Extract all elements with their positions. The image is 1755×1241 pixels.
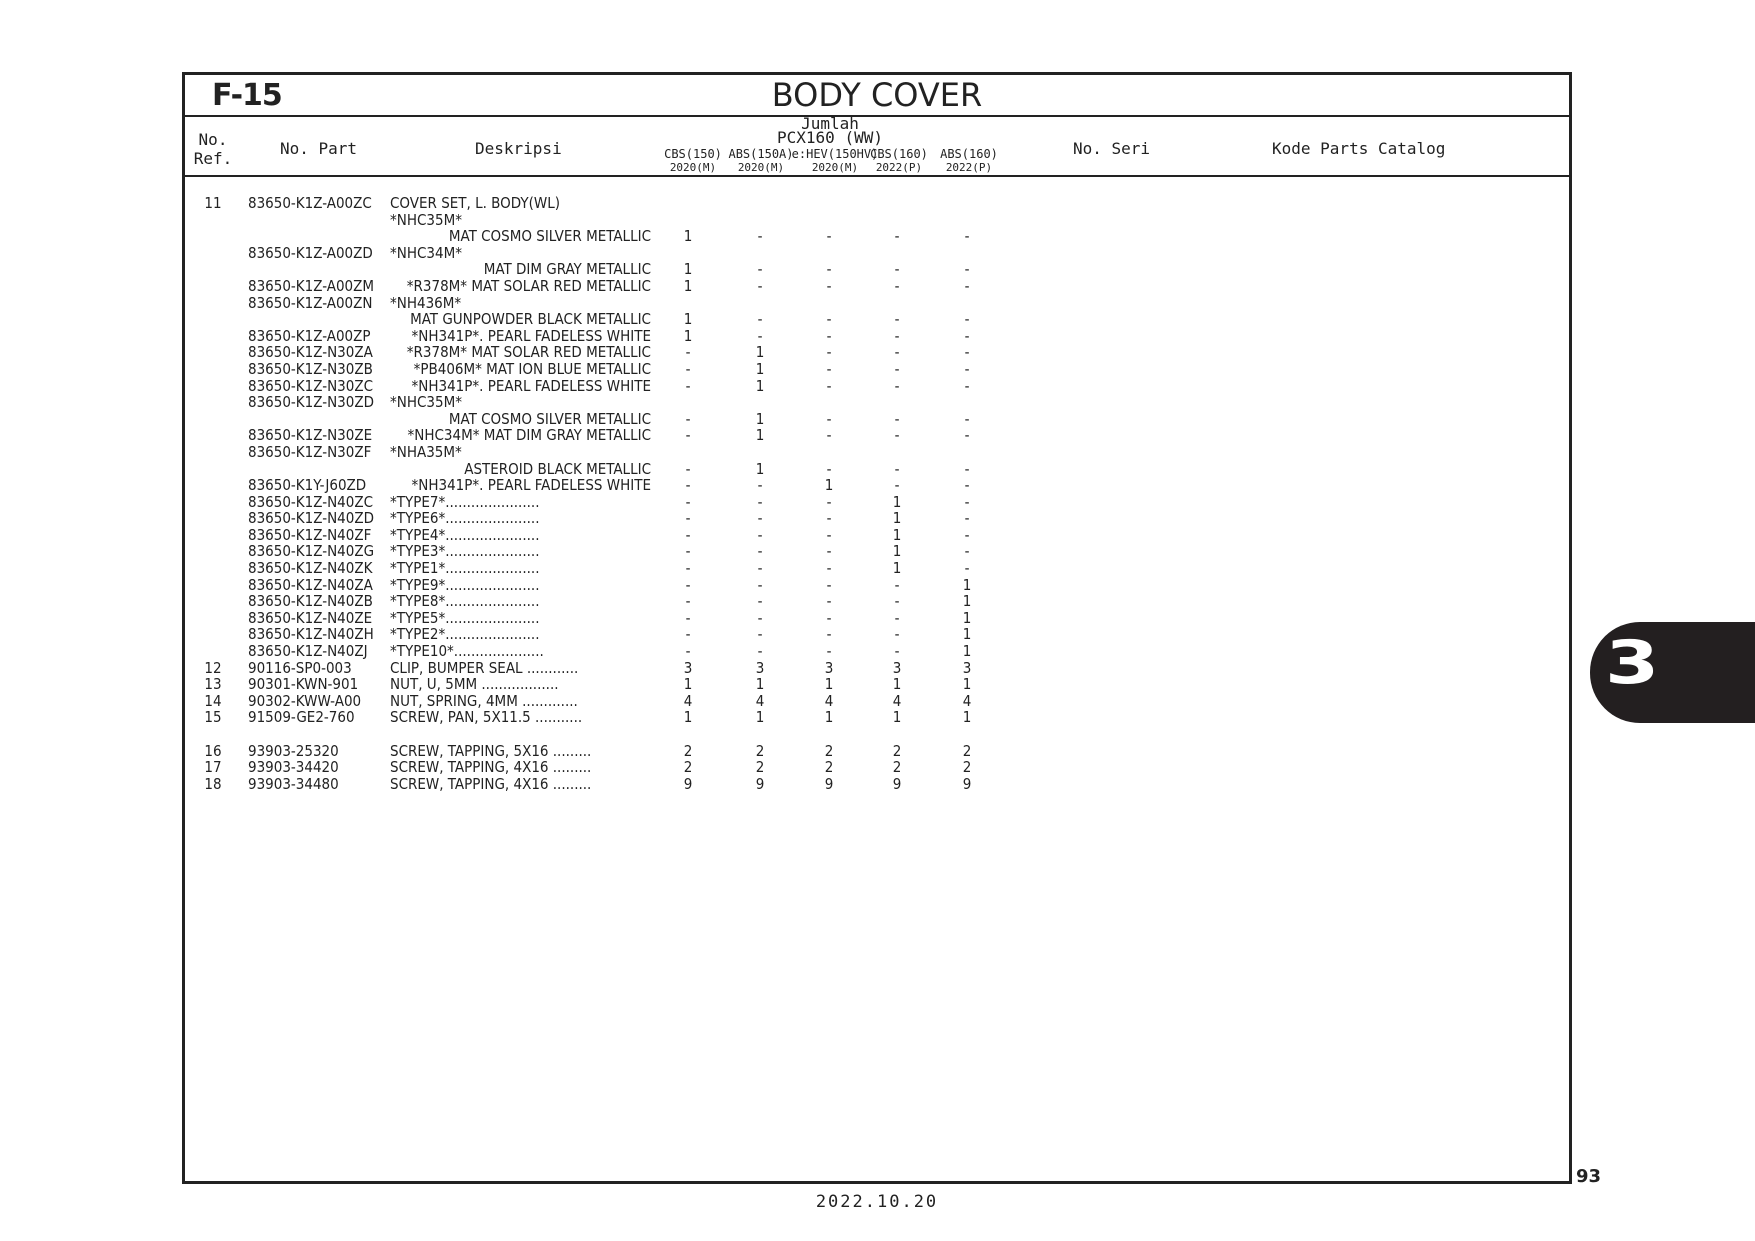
quantity-cell: - xyxy=(826,343,832,362)
part-number: 83650-K1Z-N40ZK xyxy=(248,559,373,578)
quantity-cell: 3 xyxy=(683,658,693,677)
quantity-cell: - xyxy=(894,376,900,395)
table-row xyxy=(0,676,1755,693)
quantity-cell: 1 xyxy=(962,642,972,661)
quantity-cell: - xyxy=(894,642,900,661)
ref-number: 18 xyxy=(204,774,222,793)
table-row xyxy=(0,759,1755,776)
quantity-cell: 1 xyxy=(824,708,834,727)
quantity-cell: - xyxy=(685,542,691,561)
quantity-cell: - xyxy=(894,359,900,378)
quantity-cell: - xyxy=(757,625,763,644)
header-serial-number: No. Seri xyxy=(1073,139,1151,158)
part-number: 83650-K1Z-N30ZD xyxy=(248,393,374,412)
quantity-cell: 2 xyxy=(683,741,693,760)
variant-name: ABS(150A) xyxy=(728,147,794,161)
quantity-cell: 1 xyxy=(683,708,693,727)
part-number: 83650-K1Z-N40ZE xyxy=(248,608,373,627)
variant-year: 2020(M) xyxy=(811,161,859,174)
part-number: 83650-K1Z-N30ZB xyxy=(248,359,373,378)
header-part-number: No. Part xyxy=(280,139,358,158)
quantity-cell: - xyxy=(685,376,691,395)
description: *TYPE1*...................... xyxy=(390,559,540,578)
part-number: 83650-K1Z-N40ZF xyxy=(248,525,372,544)
quantity-cell: 1 xyxy=(824,476,834,495)
quantity-cell: 2 xyxy=(962,741,972,760)
header-divider xyxy=(182,175,1572,177)
header-ref xyxy=(182,130,244,168)
quantity-cell: 2 xyxy=(892,741,902,760)
table-row xyxy=(0,427,1755,444)
description: *NHA35M* xyxy=(390,442,462,461)
quantity-cell: - xyxy=(964,343,970,362)
quantity-cell: - xyxy=(685,476,691,495)
quantity-cell: - xyxy=(964,409,970,428)
part-number: 93903-25320 xyxy=(248,741,339,760)
part-number: 83650-K1Y-J60ZD xyxy=(248,476,367,495)
ref-number: 12 xyxy=(204,658,222,677)
quantity-cell: - xyxy=(685,492,691,511)
table-row xyxy=(0,195,1755,212)
description: SCREW, TAPPING, 4X16 ......... xyxy=(390,758,592,777)
table-row xyxy=(0,726,1755,743)
quantity-cell: - xyxy=(826,559,832,578)
table-row xyxy=(0,593,1755,610)
quantity-cell: - xyxy=(826,592,832,611)
quantity-cell: - xyxy=(685,559,691,578)
quantity-cell: 1 xyxy=(824,675,834,694)
quantity-cell: - xyxy=(964,542,970,561)
part-number: 90301-KWN-901 xyxy=(248,675,359,694)
table-row xyxy=(0,228,1755,245)
quantity-cell: - xyxy=(894,592,900,611)
part-number: 83650-K1Z-N40ZD xyxy=(248,509,374,528)
table-row xyxy=(0,527,1755,544)
part-number: 90116-SP0-003 xyxy=(248,658,352,677)
table-row xyxy=(0,261,1755,278)
quantity-cell: - xyxy=(964,260,970,279)
quantity-cell: - xyxy=(685,625,691,644)
part-number: 83650-K1Z-N40ZA xyxy=(248,575,373,594)
quantity-cell: 1 xyxy=(892,675,902,694)
quantity-cell: - xyxy=(757,642,763,661)
description: NUT, U, 5MM .................. xyxy=(390,675,559,694)
table-row xyxy=(0,643,1755,660)
part-number: 83650-K1Z-N30ZA xyxy=(248,343,373,362)
quantity-cell: 3 xyxy=(962,658,972,677)
table-row xyxy=(0,344,1755,361)
quantity-cell: 4 xyxy=(962,691,972,710)
quantity-cell: - xyxy=(757,608,763,627)
quantity-cell: - xyxy=(757,227,763,246)
quantity-cell: - xyxy=(826,426,832,445)
description: SCREW, TAPPING, 4X16 ......... xyxy=(390,774,592,793)
quantity-cell: - xyxy=(894,476,900,495)
description: *TYPE2*...................... xyxy=(390,625,540,644)
quantity-cell: - xyxy=(894,459,900,478)
table-row xyxy=(0,577,1755,594)
description: *NH436M* xyxy=(390,293,462,312)
description: *R378M* MAT SOLAR RED METALLIC xyxy=(406,343,651,362)
part-number: 83650-K1Z-N30ZC xyxy=(248,376,374,395)
quantity-cell: 1 xyxy=(892,542,902,561)
quantity-cell: 2 xyxy=(824,758,834,777)
part-number: 83650-K1Z-A00ZC xyxy=(248,194,372,212)
quantity-cell: 1 xyxy=(755,426,765,445)
quantity-cell: - xyxy=(757,559,763,578)
quantity-cell: - xyxy=(685,359,691,378)
quantity-cell: 9 xyxy=(892,774,902,793)
description: ASTEROID BLACK METALLIC xyxy=(464,459,651,478)
quantity-cell: - xyxy=(826,459,832,478)
quantity-cell: - xyxy=(826,642,832,661)
part-number: 83650-K1Z-A00ZN xyxy=(248,293,373,312)
quantity-cell: 9 xyxy=(962,774,972,793)
quantity-cell: - xyxy=(757,276,763,295)
table-row xyxy=(0,411,1755,428)
quantity-cell: 1 xyxy=(755,343,765,362)
ref-number: 16 xyxy=(204,741,222,760)
quantity-cell: - xyxy=(964,525,970,544)
quantity-cell: - xyxy=(826,509,832,528)
quantity-cell: - xyxy=(757,592,763,611)
page-title: BODY COVER xyxy=(771,76,983,114)
quantity-cell: - xyxy=(964,359,970,378)
description: *TYPE7*...................... xyxy=(390,492,540,511)
quantity-cell: - xyxy=(826,608,832,627)
section-tab-number: 3 xyxy=(1605,628,1660,698)
quantity-cell: - xyxy=(894,227,900,246)
description: SCREW, TAPPING, 5X16 ......... xyxy=(390,741,592,760)
quantity-cell: - xyxy=(826,542,832,561)
quantity-cell: 4 xyxy=(892,691,902,710)
quantity-cell: - xyxy=(826,310,832,329)
quantity-cell: - xyxy=(757,476,763,495)
description: MAT GUNPOWDER BLACK METALLIC xyxy=(410,310,651,329)
quantity-cell: - xyxy=(757,525,763,544)
header-variant-1 xyxy=(658,148,728,174)
table-row xyxy=(0,245,1755,262)
header-variant-5 xyxy=(934,148,1004,174)
description: CLIP, BUMPER SEAL ............ xyxy=(390,658,579,677)
header-model: PCX160 (WW) xyxy=(777,128,883,147)
description: *TYPE6*...................... xyxy=(390,509,540,528)
part-number: 83650-K1Z-N40ZJ xyxy=(248,642,368,661)
description: *TYPE8*...................... xyxy=(390,592,540,611)
quantity-cell: - xyxy=(685,592,691,611)
quantity-cell: 3 xyxy=(755,658,765,677)
description: *PB406M* MAT ION BLUE METALLIC xyxy=(413,359,651,378)
quantity-cell: - xyxy=(964,426,970,445)
quantity-cell: 4 xyxy=(683,691,693,710)
quantity-cell: 1 xyxy=(683,260,693,279)
quantity-cell: 1 xyxy=(683,310,693,329)
header-variant-4 xyxy=(864,148,934,174)
table-row xyxy=(0,394,1755,411)
footer-date: 2022.10.20 xyxy=(815,1192,939,1212)
quantity-cell: - xyxy=(964,376,970,395)
quantity-cell: - xyxy=(964,276,970,295)
part-number: 83650-K1Z-N30ZE xyxy=(248,426,373,445)
quantity-cell: - xyxy=(894,326,900,345)
quantity-cell: 1 xyxy=(892,525,902,544)
quantity-cell: - xyxy=(757,575,763,594)
description: NUT, SPRING, 4MM ............. xyxy=(390,691,578,710)
header-ref-line1: No. xyxy=(198,130,228,149)
table-row xyxy=(0,311,1755,328)
part-number: 93903-34480 xyxy=(248,774,339,793)
description: *TYPE3*...................... xyxy=(390,542,540,561)
quantity-cell: 1 xyxy=(755,376,765,395)
description: *NH341P*. PEARL FADELESS WHITE xyxy=(411,376,651,395)
description: SCREW, PAN, 5X11.5 ........... xyxy=(390,708,583,727)
description: *NH341P*. PEARL FADELESS WHITE xyxy=(411,326,651,345)
quantity-cell: - xyxy=(826,359,832,378)
table-row xyxy=(0,660,1755,677)
variant-year: 2020(M) xyxy=(669,161,717,174)
variant-year: 2022(P) xyxy=(945,161,993,174)
description: MAT COSMO SILVER METALLIC xyxy=(448,227,651,246)
table-row xyxy=(0,295,1755,312)
quantity-cell: 1 xyxy=(755,459,765,478)
description: *R378M* MAT SOLAR RED METALLIC xyxy=(406,276,651,295)
description: *TYPE4*...................... xyxy=(390,525,540,544)
variant-year: 2022(P) xyxy=(875,161,923,174)
quantity-cell: - xyxy=(685,409,691,428)
quantity-cell: - xyxy=(894,260,900,279)
part-number: 90302-KWW-A00 xyxy=(248,691,362,710)
quantity-cell: - xyxy=(894,409,900,428)
quantity-cell: - xyxy=(757,310,763,329)
description: *NHC35M* xyxy=(390,393,462,412)
description: *TYPE5*...................... xyxy=(390,608,540,627)
quantity-cell: - xyxy=(894,625,900,644)
quantity-cell: - xyxy=(826,525,832,544)
table-row xyxy=(0,361,1755,378)
quantity-cell: - xyxy=(826,276,832,295)
quantity-cell: - xyxy=(826,409,832,428)
variant-name: CBS(150) xyxy=(664,147,722,161)
quantity-cell: - xyxy=(964,326,970,345)
quantity-cell: 1 xyxy=(962,625,972,644)
quantity-cell: - xyxy=(685,642,691,661)
table-row xyxy=(0,212,1755,229)
quantity-cell: 2 xyxy=(892,758,902,777)
quantity-cell: 3 xyxy=(892,658,902,677)
table-row xyxy=(0,709,1755,726)
quantity-cell: - xyxy=(826,575,832,594)
quantity-cell: - xyxy=(894,276,900,295)
table-row xyxy=(0,560,1755,577)
quantity-cell: - xyxy=(685,426,691,445)
table-row xyxy=(0,278,1755,295)
table-row xyxy=(0,693,1755,710)
ref-number: 13 xyxy=(204,675,222,694)
quantity-cell: - xyxy=(685,525,691,544)
quantity-cell: - xyxy=(894,608,900,627)
table-row xyxy=(0,378,1755,395)
part-number: 83650-K1Z-N40ZC xyxy=(248,492,374,511)
quantity-cell: - xyxy=(826,625,832,644)
quantity-cell: 2 xyxy=(962,758,972,777)
quantity-cell: 1 xyxy=(683,326,693,345)
table-row xyxy=(0,494,1755,511)
quantity-cell: 9 xyxy=(755,774,765,793)
part-number: 93903-34420 xyxy=(248,758,339,777)
quantity-cell: 9 xyxy=(683,774,693,793)
quantity-cell: 1 xyxy=(683,276,693,295)
header-description: Deskripsi xyxy=(475,139,562,158)
quantity-cell: 1 xyxy=(755,708,765,727)
ref-number: 15 xyxy=(204,708,222,727)
quantity-cell: - xyxy=(826,376,832,395)
section-code: F-15 xyxy=(212,78,282,113)
description: *NHC35M* xyxy=(390,210,462,229)
quantity-cell: 1 xyxy=(892,708,902,727)
quantity-cell: - xyxy=(685,575,691,594)
quantity-cell: 2 xyxy=(755,741,765,760)
quantity-cell: - xyxy=(964,476,970,495)
part-number: 83650-K1Z-A00ZP xyxy=(248,326,371,345)
quantity-cell: - xyxy=(685,459,691,478)
quantity-cell: 1 xyxy=(755,409,765,428)
table-row xyxy=(0,461,1755,478)
quantity-cell: - xyxy=(894,343,900,362)
page-number: 93 xyxy=(1576,1166,1602,1187)
quantity-cell: 1 xyxy=(683,675,693,694)
part-number: 91509-GE2-760 xyxy=(248,708,355,727)
part-number: 83650-K1Z-A00ZD xyxy=(248,243,373,262)
ref-number: 11 xyxy=(204,194,222,212)
header-catalog-code: Kode Parts Catalog xyxy=(1272,139,1446,158)
quantity-cell: 2 xyxy=(755,758,765,777)
table-row xyxy=(0,743,1755,760)
header-ref-line2: Ref. xyxy=(193,149,233,168)
quantity-cell: - xyxy=(757,542,763,561)
quantity-cell: 1 xyxy=(892,559,902,578)
quantity-cell: 3 xyxy=(824,658,834,677)
quantity-cell: - xyxy=(826,492,832,511)
table-row xyxy=(0,444,1755,461)
part-number: 83650-K1Z-N40ZB xyxy=(248,592,373,611)
part-number: 83650-K1Z-A00ZM xyxy=(248,276,375,295)
description: COVER SET, L. BODY(WL) xyxy=(390,194,561,212)
table-row xyxy=(0,610,1755,627)
quantity-cell: 2 xyxy=(824,741,834,760)
quantity-cell: 1 xyxy=(962,575,972,594)
quantity-cell: - xyxy=(894,575,900,594)
variant-name: CBS(160) xyxy=(870,147,928,161)
header-variant-2 xyxy=(728,148,794,174)
quantity-cell: 4 xyxy=(824,691,834,710)
part-number: 83650-K1Z-N40ZG xyxy=(248,542,375,561)
quantity-cell: - xyxy=(826,326,832,345)
variant-name: e:HEV(150HV) xyxy=(791,147,879,161)
quantity-cell: 1 xyxy=(962,708,972,727)
quantity-cell: - xyxy=(894,426,900,445)
quantity-cell: - xyxy=(685,608,691,627)
quantity-cell: 1 xyxy=(962,675,972,694)
quantity-cell: - xyxy=(826,260,832,279)
ref-number: 14 xyxy=(204,691,222,710)
quantity-cell: 4 xyxy=(755,691,765,710)
quantity-cell: - xyxy=(685,343,691,362)
part-number: 83650-K1Z-N30ZF xyxy=(248,442,372,461)
header-quantity: Jumlah xyxy=(801,114,859,133)
quantity-cell: - xyxy=(964,227,970,246)
quantity-cell: - xyxy=(757,260,763,279)
table-row xyxy=(0,776,1755,793)
variant-name: ABS(160) xyxy=(940,147,998,161)
quantity-cell: - xyxy=(964,459,970,478)
quantity-cell: 1 xyxy=(962,608,972,627)
description: *TYPE10*..................... xyxy=(390,642,544,661)
table-row xyxy=(0,510,1755,527)
description: *NH341P*. PEARL FADELESS WHITE xyxy=(411,476,651,495)
quantity-cell: 1 xyxy=(892,492,902,511)
description: *TYPE9*...................... xyxy=(390,575,540,594)
description: MAT DIM GRAY METALLIC xyxy=(483,260,651,279)
table-row xyxy=(0,626,1755,643)
variant-year: 2020(M) xyxy=(737,161,785,174)
quantity-cell: 2 xyxy=(683,758,693,777)
table-row xyxy=(0,477,1755,494)
quantity-cell: 1 xyxy=(892,509,902,528)
table-row xyxy=(0,543,1755,560)
quantity-cell: - xyxy=(894,310,900,329)
description: *NHC34M* MAT DIM GRAY METALLIC xyxy=(407,426,651,445)
description: *NHC34M* xyxy=(390,243,462,262)
quantity-cell: 1 xyxy=(962,592,972,611)
quantity-cell: - xyxy=(964,310,970,329)
quantity-cell: 1 xyxy=(755,675,765,694)
ref-number: 17 xyxy=(204,758,222,777)
quantity-cell: - xyxy=(757,509,763,528)
quantity-cell: - xyxy=(757,492,763,511)
quantity-cell: - xyxy=(964,559,970,578)
quantity-cell: 1 xyxy=(683,227,693,246)
table-row xyxy=(0,328,1755,345)
quantity-cell: 1 xyxy=(755,359,765,378)
parts-table-body xyxy=(0,195,1755,792)
quantity-cell: - xyxy=(685,509,691,528)
quantity-cell: - xyxy=(964,492,970,511)
description: MAT COSMO SILVER METALLIC xyxy=(448,409,651,428)
quantity-cell: - xyxy=(826,227,832,246)
quantity-cell: 9 xyxy=(824,774,834,793)
part-number: 83650-K1Z-N40ZH xyxy=(248,625,374,644)
quantity-cell: - xyxy=(757,326,763,345)
quantity-cell: - xyxy=(964,509,970,528)
